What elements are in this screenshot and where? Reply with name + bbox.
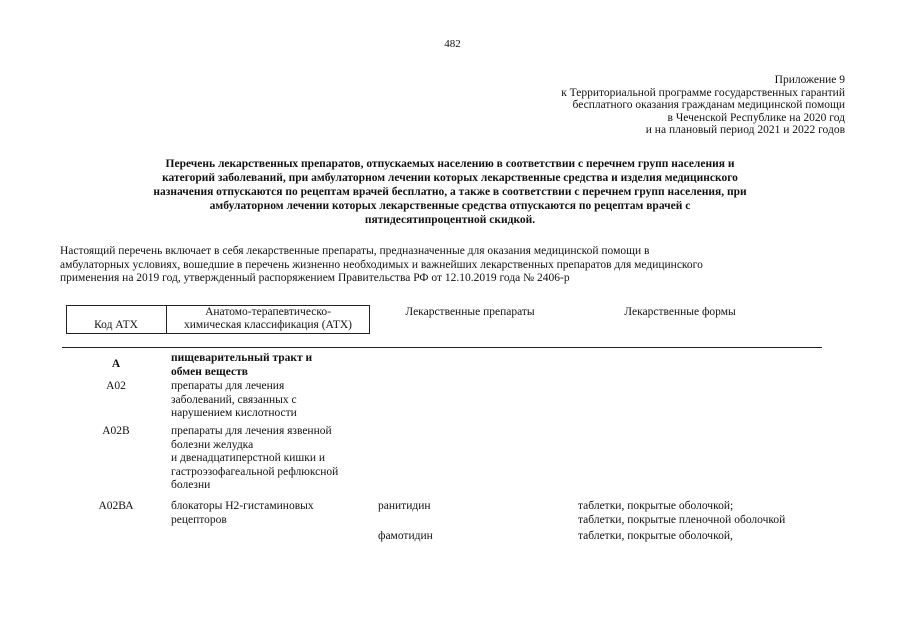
title-line: Перечень лекарственных препаратов, отпускаемых населению в соответствии с перечнем групп населения и	[165, 158, 735, 170]
classification-line: заболеваний, связанных с	[171, 393, 297, 406]
row-classification	[171, 380, 297, 421]
title-line: амбулаторном лечении которых лекарственные средства отпускаются по рецептам врачей с	[209, 200, 691, 212]
appendix-line: бесплатного оказания гражданам медицинской помощи	[572, 99, 845, 111]
classification-line: обмен веществ	[171, 365, 248, 378]
appendix-line: и на плановый период 2021 и 2022 годов	[645, 124, 845, 136]
table-divider	[62, 347, 822, 348]
row-code: А	[111, 358, 121, 370]
row-drug: ранитидин	[378, 500, 431, 512]
header-forms: Лекарственные формы	[624, 306, 736, 318]
intro-line: Настоящий перечень включает в себя лекарственные препараты, предназначенные для оказания медицинской помощи в	[60, 245, 650, 257]
header-classification	[166, 306, 370, 332]
header-drugs: Лекарственные препараты	[405, 306, 535, 318]
row-code: А02	[106, 380, 126, 392]
classification-line: нарушением кислотности	[171, 407, 297, 419]
row-classification	[171, 500, 314, 527]
classification-line: болезни желудка	[171, 438, 254, 451]
title-line: категорий заболеваний, при амбулаторном лечении которых лекарственные средства и изделия медицинского	[162, 172, 738, 184]
row-drug: фамотидин	[378, 530, 433, 542]
page-number: 482	[444, 38, 461, 50]
appendix-header	[561, 74, 845, 137]
classification-line: пищеварительный тракт и	[171, 352, 313, 364]
appendix-line: к Территориальной программе государственных гарантий	[561, 86, 845, 99]
classification-line: препараты для лечения язвенной	[171, 425, 332, 437]
header-classification-line: Анатомо-терапевтическо-	[205, 306, 331, 318]
document-title	[60, 157, 840, 227]
row-classification	[171, 352, 312, 379]
header-classification-line: химическая классификация (АТХ)	[184, 319, 352, 331]
intro-line: амбулаторных условиях, вошедшие в перечень жизненно необходимых и важнейших лекарственных препаратов для медицинского	[60, 258, 703, 271]
classification-line: препараты для лечения	[171, 380, 285, 392]
intro-paragraph	[60, 245, 850, 286]
classification-line: гастроэзофагеальной рефлюксной	[171, 465, 339, 478]
classification-line: блокаторы Н2-гистаминовых	[171, 500, 314, 512]
row-forms	[578, 500, 785, 527]
intro-line: применения на 2019 год, утвержденный распоряжением Правительства РФ от 12.10.2019 года № 2406-р	[60, 272, 570, 284]
classification-line: рецепторов	[171, 513, 227, 526]
row-classification	[171, 425, 338, 493]
appendix-line: в Чеченской Республике на 2020 год	[667, 111, 845, 124]
header-code-atx: Код АТХ	[94, 319, 138, 331]
title-line: пятидесятипроцентной скидкой.	[364, 214, 536, 226]
row-forms	[578, 530, 733, 544]
row-code: А02В	[102, 425, 130, 437]
classification-line: болезни	[171, 479, 211, 491]
form-line: таблетки, покрытые пленочной оболочкой	[578, 513, 786, 526]
appendix-line: Приложение 9	[774, 74, 845, 86]
form-line: таблетки, покрытые оболочкой;	[578, 500, 734, 512]
title-line: назначения отпускаются по рецептам врачей бесплатно, а также в соответствии с перечнем групп населения, при	[153, 186, 747, 198]
classification-line: и двенадцатиперстной кишки и	[171, 452, 326, 464]
form-line: таблетки, покрытые оболочкой,	[578, 530, 733, 542]
row-code: А02ВА	[98, 500, 134, 512]
